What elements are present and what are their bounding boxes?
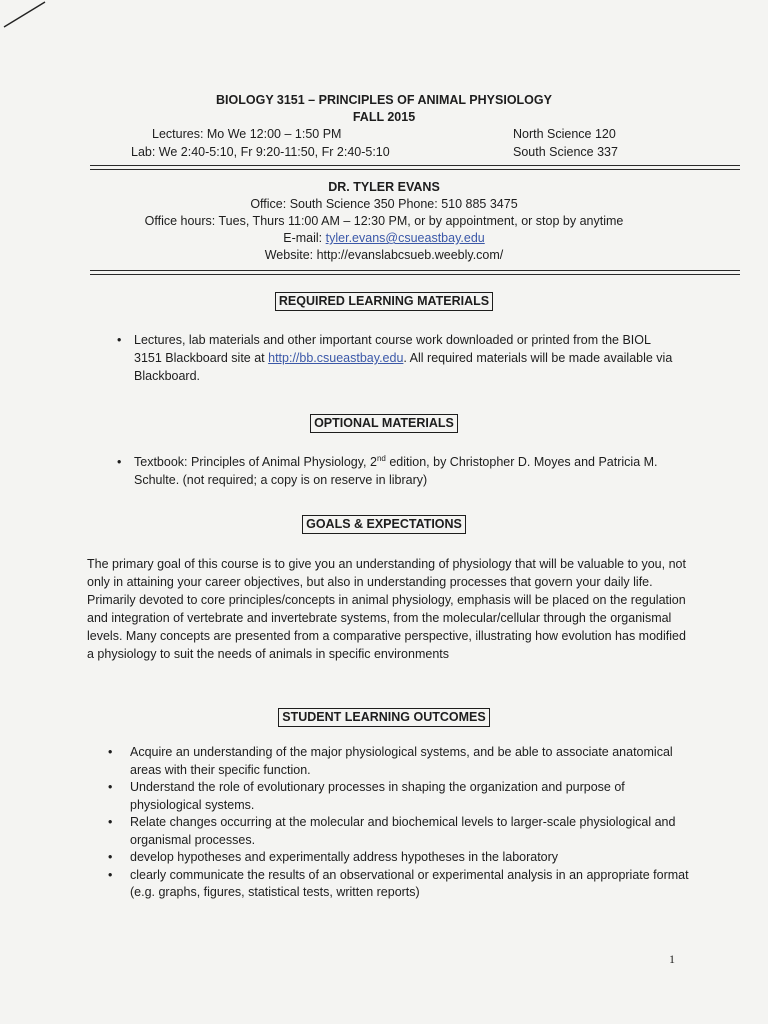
list-item — [108, 867, 690, 902]
bullet: • — [117, 333, 122, 347]
lab-schedule: Lab: We 2:40-5:10, Fr 9:20-11:50, Fr 2:40-5:10 — [131, 145, 390, 159]
lecture-schedule: Lectures: Mo We 12:00 – 1:50 PM — [152, 127, 342, 141]
list-item — [108, 849, 690, 867]
optional-heading: OPTIONAL MATERIALS — [310, 414, 458, 433]
goals-paragraph: The primary goal of this course is to give you an understanding of physiology that will be valuable to you, not only in attaining your career objectives, but also in understanding processes that govern your daily life. Primarily devoted to core principles/concepts in animal physiology, emphasis will be placed on the regulation and integration of vertebrate and invertebrate systems, from the molecular/cellular through the organismal levels. Many concepts are presented from a comparative perspective, illustrating how evolution has modified a physiology to suit the needs of animals in specific environments — [87, 557, 686, 661]
outcomes-list — [108, 744, 690, 902]
lecture-room: North Science 120 — [513, 127, 616, 141]
outcome-text: clearly communicate the results of an observational or experimental analysis in an appropriate format (e.g. graphs, figures, statistical tests, written reports) — [130, 867, 689, 899]
course-title: BIOLOGY 3151 – PRINCIPLES OF ANIMAL PHYSIOLOGY — [216, 93, 552, 107]
lab-room: South Science 337 — [513, 145, 618, 159]
bullet: • — [108, 745, 113, 759]
outcomes-heading-wrap — [0, 708, 768, 727]
outcome-text: develop hypotheses and experimentally address hypotheses in the laboratory — [130, 850, 559, 864]
divider — [90, 270, 740, 275]
office-hours: Office hours: Tues, Thurs 11:00 AM – 12:30 PM, or by appointment, or stop by anytime — [144, 214, 624, 228]
outcome-text: Understand the role of evolutionary processes in shaping the organization and purpose of physiological systems. — [130, 780, 625, 812]
bullet: • — [108, 850, 113, 864]
list-item — [108, 744, 690, 779]
required-heading-wrap — [0, 292, 768, 311]
instructor-office: Office: South Science 350 Phone: 510 885 3475 — [250, 197, 518, 211]
bullet: • — [117, 455, 122, 469]
pen-mark — [0, 0, 60, 40]
website-line: Website: http://evanslabcsueb.weebly.com/ — [264, 248, 504, 262]
email-label: E-mail: — [283, 231, 326, 245]
required-item — [117, 331, 674, 385]
outcome-text: Acquire an understanding of the major physiological systems, and be able to associate anatomical areas with their specific function. — [130, 745, 673, 777]
goals-heading: GOALS & EXPECTATIONS — [302, 515, 466, 534]
goals-heading-wrap — [0, 515, 768, 534]
textbook-text-before: Textbook: Principles of Animal Physiology, 2 — [134, 455, 377, 469]
email-link[interactable]: tyler.evans@csueastbay.edu — [325, 231, 485, 245]
bullet: • — [108, 867, 113, 882]
required-text-after: . All required materials will be made available via Blackboard. — [134, 351, 673, 383]
outcome-text: Relate changes occurring at the molecular and biochemical levels to larger-scale physiological and organismal processes. — [130, 815, 676, 847]
bullet: • — [108, 815, 113, 829]
list-item — [108, 779, 690, 814]
page-number: 1 — [669, 952, 675, 966]
outcomes-heading: STUDENT LEARNING OUTCOMES — [278, 708, 489, 727]
email-line — [0, 231, 768, 245]
required-heading: REQUIRED LEARNING MATERIALS — [275, 292, 493, 311]
optional-heading-wrap — [0, 414, 768, 433]
optional-item — [117, 453, 674, 489]
divider — [90, 165, 740, 170]
blackboard-link[interactable]: http://bb.csueastbay.edu — [268, 351, 404, 365]
instructor-name: DR. TYLER EVANS — [328, 180, 440, 194]
list-item — [108, 814, 690, 849]
textbook-text-after: edition, by Christopher D. Moyes and Patricia M. Schulte. (not required; a copy is on reserve in library) — [134, 455, 658, 487]
edition-superscript: nd — [376, 453, 386, 463]
required-text-before: Lectures, lab materials and other important course work downloaded or printed from the BIOL 3151 Blackboard site at — [134, 333, 651, 365]
term: FALL 2015 — [352, 110, 416, 124]
bullet: • — [108, 780, 113, 794]
